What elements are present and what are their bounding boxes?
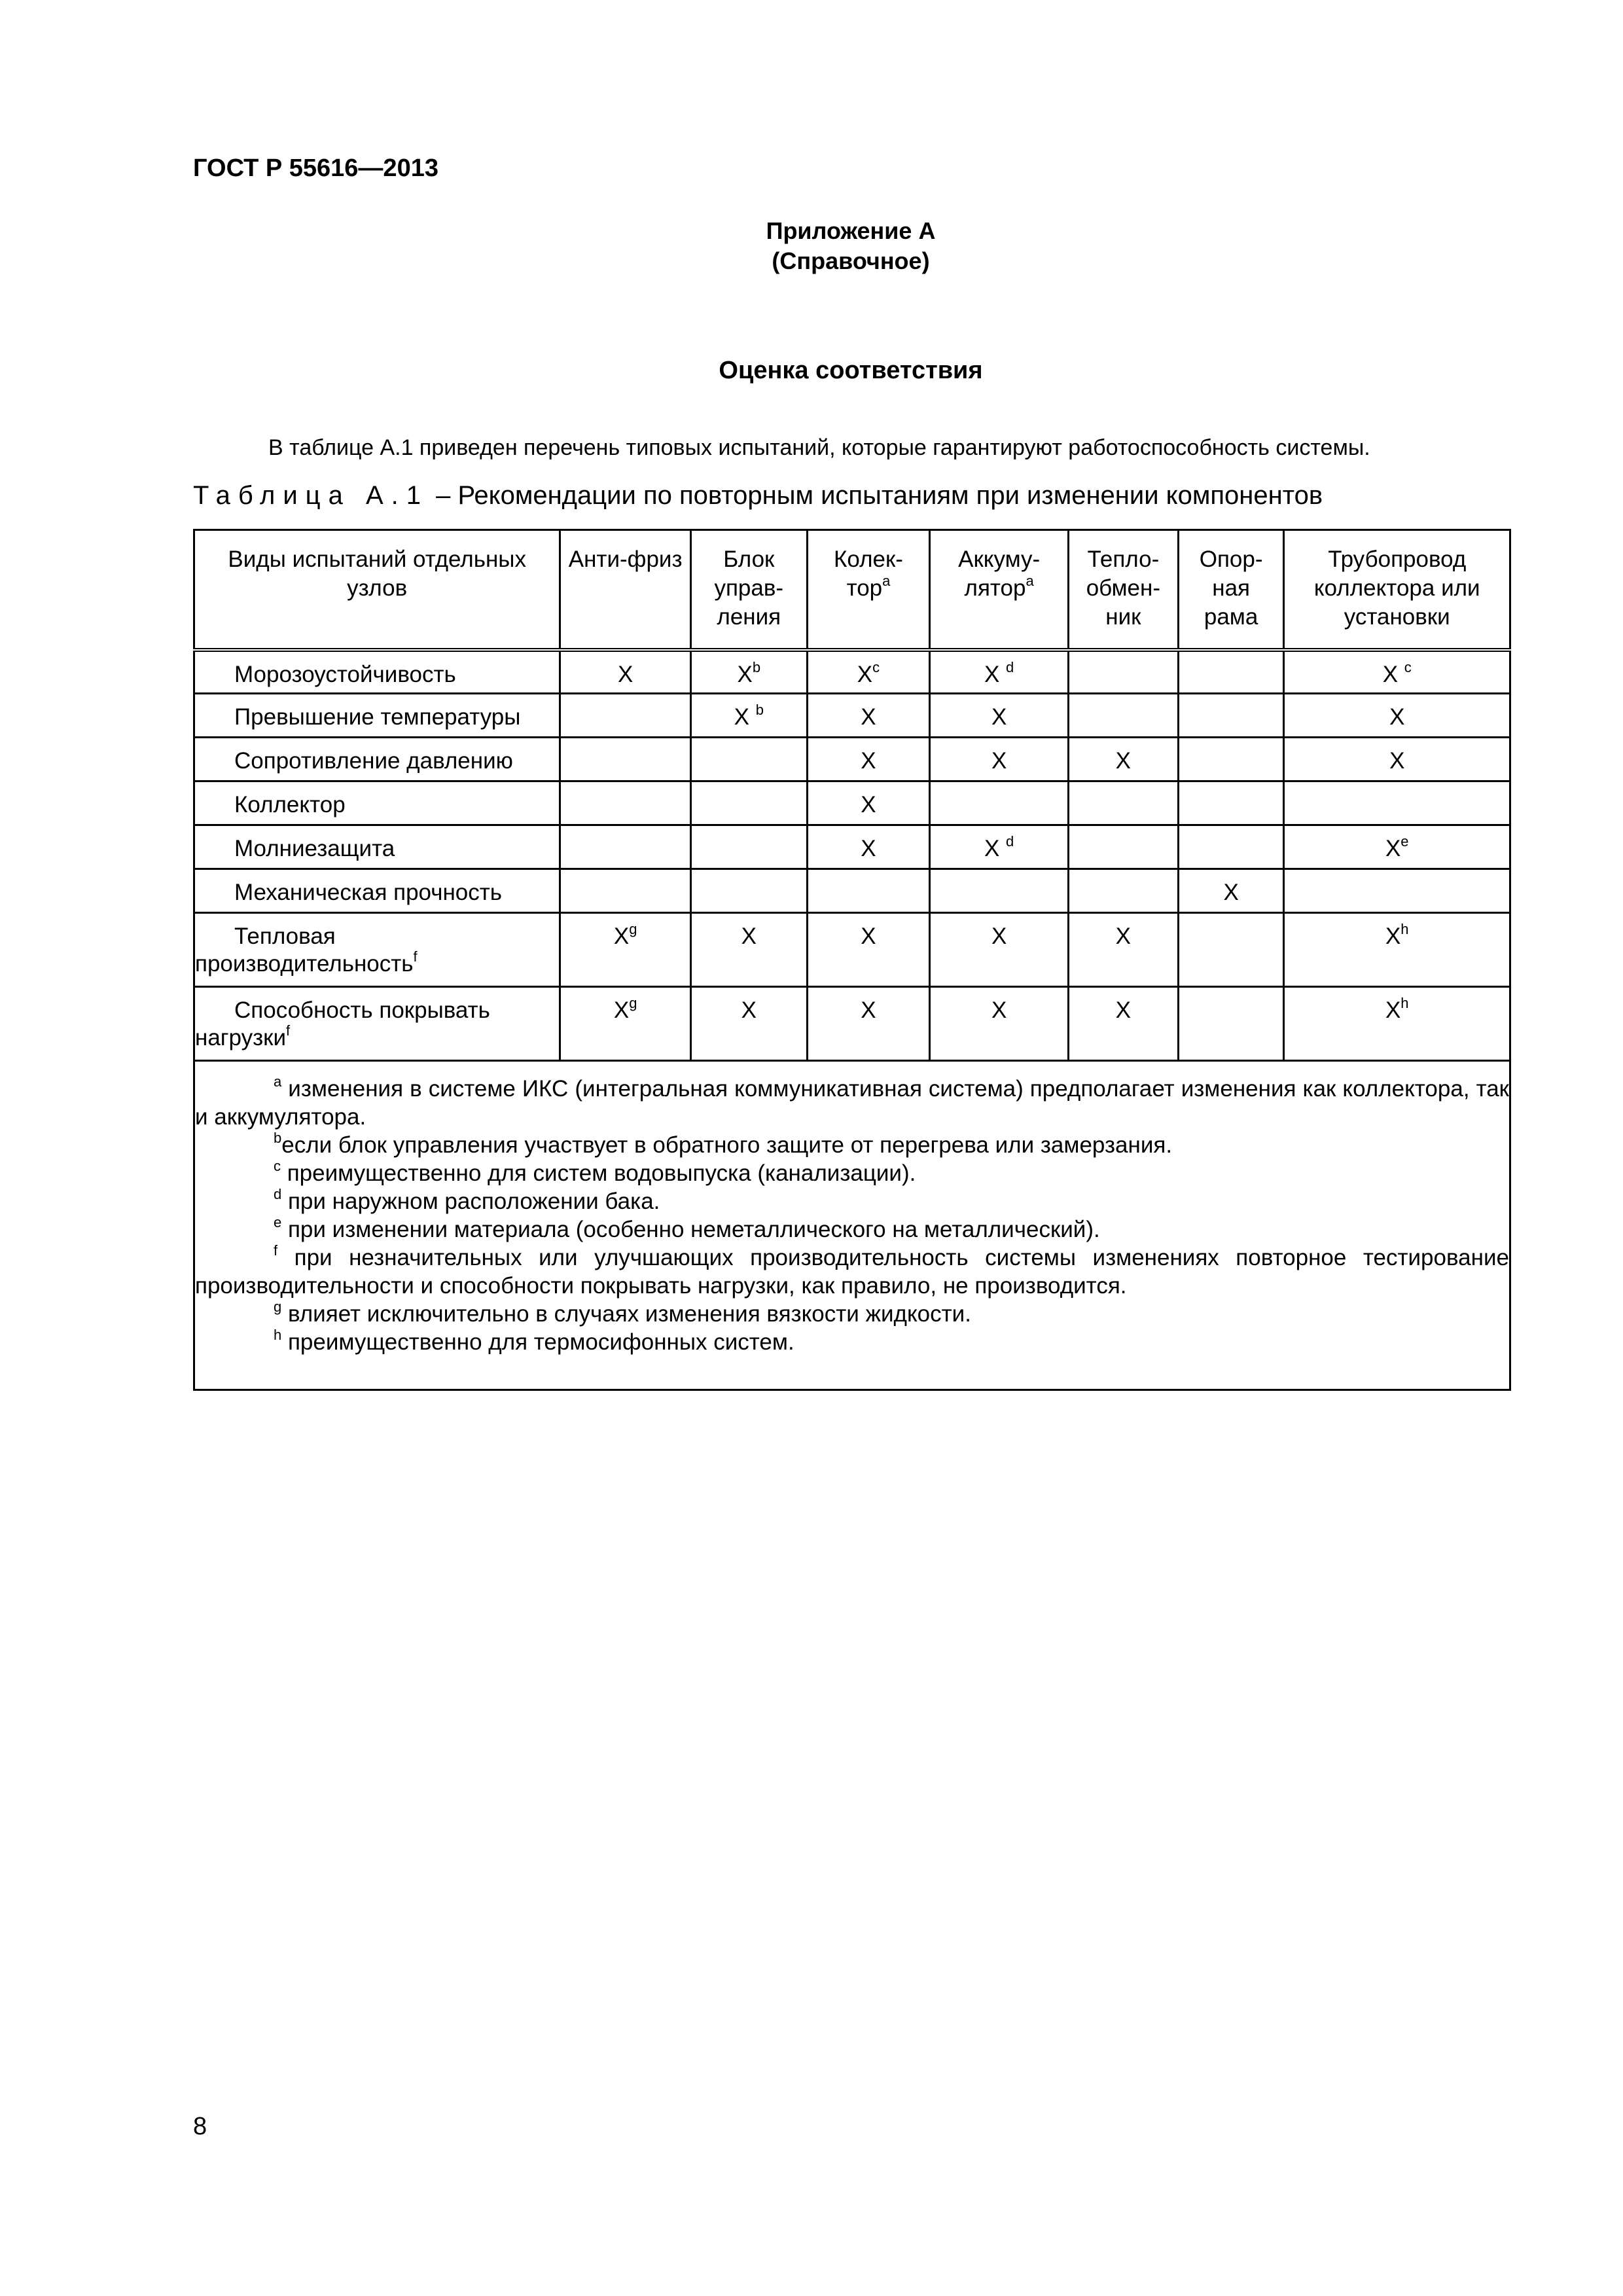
table-cell: X [807, 738, 930, 781]
table-cell: X [807, 694, 930, 738]
page-number: 8 [193, 2113, 207, 2140]
table-row [194, 650, 1510, 694]
table-cell [1178, 987, 1284, 1061]
table-cell [1068, 650, 1178, 694]
table-cell [1068, 869, 1178, 913]
table-cell [1178, 694, 1284, 738]
intro-paragraph: В таблице А.1 приведен перечень типовых испытаний, которые гарантируют работоспособность системы. [268, 435, 1370, 460]
table-cell [1068, 694, 1178, 738]
table-cell [1178, 738, 1284, 781]
table-cell [930, 781, 1069, 825]
table-row [194, 825, 1510, 869]
table-caption-label: Таблица А.1 [193, 481, 429, 510]
column-header: Анти-фриз [560, 530, 691, 650]
table-footnote: $^d$ при наружном расположении бака. [274, 1186, 660, 1214]
table-row [194, 738, 1510, 781]
table-cell: X [1068, 987, 1178, 1061]
table-cell [690, 738, 807, 781]
table-footnote: $^c$ преимущественно для систем водовыпуска (канализации). [274, 1158, 916, 1186]
table-cell: $X^b$ [690, 650, 807, 694]
table-cell [690, 781, 807, 825]
row-test-name: Способность покрывать нагрузки$^f$ [194, 987, 560, 1061]
table-cell: X [930, 694, 1069, 738]
column-header: Блок управ- ления [690, 530, 807, 650]
table-cell: X [807, 913, 930, 987]
table-footnote: $^g$ влияет исключительно в случаях изменения вязкости жидкости. [274, 1299, 971, 1327]
table-cell [1178, 825, 1284, 869]
table-cell: X [560, 650, 691, 694]
table-cell [690, 869, 807, 913]
column-header: Аккуму- лятор$^a$ [930, 530, 1069, 650]
table-cell: X [807, 987, 930, 1061]
table-cell: X $^c$ [1284, 650, 1510, 694]
column-header: Виды испытаний отдельных узлов [194, 530, 560, 650]
table-header-row [194, 530, 1510, 650]
table-cell: X [807, 781, 930, 825]
table-cell [1178, 781, 1284, 825]
table-cell: X [1068, 738, 1178, 781]
table-cell: $X^h$ [1284, 913, 1510, 987]
table-notes [194, 1061, 1510, 1390]
standard-code: ГОСТ Р 55616—2013 [193, 154, 438, 182]
table-cell: X $^d$ [930, 650, 1069, 694]
table-row [194, 913, 1510, 987]
table-cell: X [1178, 869, 1284, 913]
section-title: Оценка соответствия [719, 357, 983, 384]
row-test-name: Сопротивление давлению [194, 738, 560, 781]
row-test-name: Морозоустойчивость [194, 650, 560, 694]
table-footnote: $^e$ при изменении материала (особенно неметаллического на металлический). [274, 1214, 1100, 1242]
table-caption-text: – Рекомендации по повторным испытаниям при изменении компонентов [429, 481, 1323, 510]
table-footnote: $^f$ при незначительных или улучшающих производительность системы изменениях повторное тестирование производительности и способности покрывать нагрузки, как правило, не производится. [195, 1242, 1509, 1299]
table-cell: X [690, 987, 807, 1061]
appendix-subtitle: (Справочное) [772, 247, 930, 274]
table-cell: X [1068, 913, 1178, 987]
column-header: Трубопровод коллектора или установки [1284, 530, 1510, 650]
table-cell [807, 869, 930, 913]
table-footnote: $^h$ преимущественно для термосифонных систем. [274, 1327, 794, 1355]
table-cell [1284, 781, 1510, 825]
row-test-name: Механическая прочность [194, 869, 560, 913]
row-test-name: Превышение температуры [194, 694, 560, 738]
table-cell: X $^d$ [930, 825, 1069, 869]
table-row [194, 781, 1510, 825]
table-cell: X [930, 913, 1069, 987]
table-notes-row [194, 1061, 1510, 1390]
table-cell [1068, 825, 1178, 869]
table-cell: X [690, 913, 807, 987]
table-cell [1178, 650, 1284, 694]
row-test-name: Коллектор [194, 781, 560, 825]
appendix-heading [0, 216, 1623, 276]
table-cell: X [1284, 694, 1510, 738]
table-cell: Xe [1284, 825, 1510, 869]
table-cell [1068, 781, 1178, 825]
table-caption [193, 481, 1323, 511]
table-cell [1284, 869, 1510, 913]
row-test-name: Тепловая производительность$^f$ [194, 913, 560, 987]
table-cell: $X^g$ [560, 913, 691, 987]
column-header: Опор- ная рама [1178, 530, 1284, 650]
column-header: Колек- тор$^a$ [807, 530, 930, 650]
table-cell: X [930, 987, 1069, 1061]
table-cell [690, 825, 807, 869]
column-header: Тепло- обмен- ник [1068, 530, 1178, 650]
table-cell [560, 825, 691, 869]
table-cell [1178, 913, 1284, 987]
table-cell: X [1284, 738, 1510, 781]
recommendations-table [193, 529, 1511, 1391]
table-row [194, 694, 1510, 738]
table-row [194, 987, 1510, 1061]
table-cell: X $^b$ [690, 694, 807, 738]
appendix-title: Приложение А [766, 217, 936, 244]
table-footnote: $^a$ изменения в системе ИКС (интегральная коммуникативная система) предполагает изменения как коллектора, так и аккумулятора. [195, 1073, 1509, 1130]
table-cell [560, 781, 691, 825]
table-cell [560, 869, 691, 913]
table-row [194, 869, 1510, 913]
table-cell [560, 738, 691, 781]
table-cell: $X^c$ [807, 650, 930, 694]
table-cell: X [807, 825, 930, 869]
table-cell: $X^g$ [560, 987, 691, 1061]
table-cell: X [930, 738, 1069, 781]
table-cell [930, 869, 1069, 913]
table-footnote: $^b$если блок управления участвует в обратного защите от перегрева или замерзания. [274, 1130, 1173, 1158]
table-cell [560, 694, 691, 738]
table-cell: $X^h$ [1284, 987, 1510, 1061]
row-test-name: Молниезащита [194, 825, 560, 869]
